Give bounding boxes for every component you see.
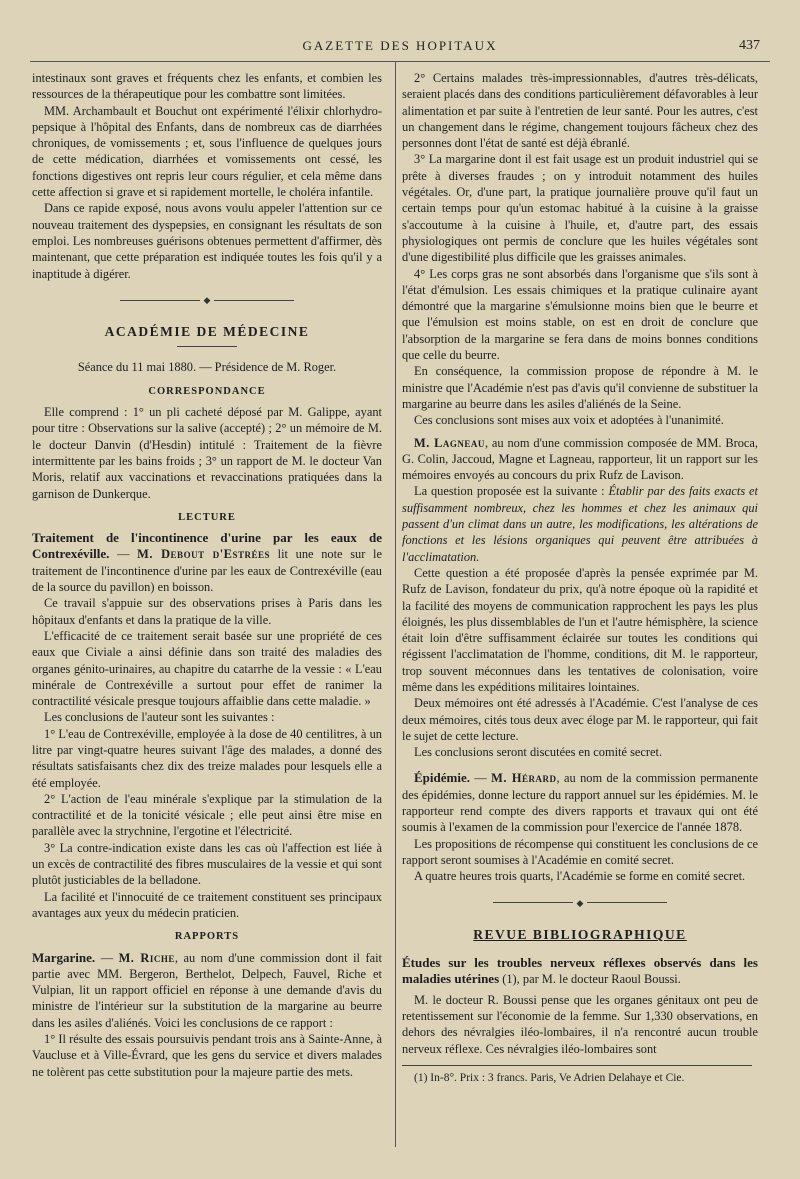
paragraph: 1° Il résulte des essais poursuivis pendant trois ans à Sainte-Anne, à Vaucluse et à Ville-Évrard, que les gens du service et divers malades ne tolèrent pas cette substitution pour la majeure partie des mets. <box>32 1032 382 1079</box>
session-line: Séance du 11 mai 1880. — Présidence de M. Roger. <box>77 360 337 375</box>
article-lead: Traitement de l'incontinence d'urine par les eaux de Contrexéville. — M. Debout d'Estrées lit une note sur le traitement de l'incontinence d'urine par les eaux de Contrexéville (eau de la source du pavillon) en boisson. <box>32 530 382 595</box>
article-author: M. Debout d'Estrées <box>137 547 270 562</box>
footnote: (1) In-8°. Prix : 3 francs. Paris, Ve Adrien Delahaye et Cie. <box>414 1071 685 1084</box>
paragraph: 3° La contre-indication existe dans les cas où l'affection est liée à un excès de contractilité des fibres musculaires de la vessie et qui sont plutôt justiciables de la belladone. <box>32 840 382 888</box>
paragraph: 4° Les corps gras ne sont absorbés dans l'organisme que s'ils sont à l'état d'émulsion. Les essais chimiques et la pratique culinaire ayant démontré que la margarine s'émulsionne moins bien que le beurre et que l'émulsion est moins stable, on est en droit de conclure que l'absorption de la margarine se fera dans de moins bonnes conditions que celle du beurre. <box>402 266 758 363</box>
section-heading-revue: REVUE BIBLIOGRAPHIQUE <box>473 926 687 942</box>
paragraph: intestinaux sont graves et fréquents chez les enfants, et combien les ressources de la thérapeutique pour les combattre sont limitées. <box>32 71 382 102</box>
paragraph: Cette question a été proposée d'après la pensée exprimée par M. Rufz de Lavison, fondateur du prix, qu'à notre époque où la rapidité et la facilité des moyens de communication rapprochent les pays les plus éloignés, les plus dissemblables de l'un et l'autre hémisphère, la science était loin d'être suffisamment éclairée sur toutes les conditions qui régissent l'acclimatation de l'homme, conditions, dit M. le rapporteur, trop souvent méconnues dans les tentatives de colonisation, voire même dans les expéditions militaires lointaines. <box>402 565 758 694</box>
article-title: Traitement de l'incontinence d'urine par les eaux de Contrexéville. <box>32 530 382 562</box>
article-text: , au nom de la commission permanente des épidémies, donne lecture du rapport annuel sur les épidémies. M. le rapporteur rend compte des divers rapports et travaux qui ont été soumis à l'examen de la commission pour l'exercice de l'année 1878. <box>402 771 758 835</box>
paragraph: A quatre heures trois quarts, l'Académie se forme en comité secret. <box>414 869 746 884</box>
article-lead: Margarine. — M. Riche, au nom d'une commission dont il fait partie avec MM. Bergeron, Berthelot, Delpech, Fauvel, Riche et Vulpian, lit un rapport officiel en réponse à une demande d'avis du ministre de l'intérieur sur la substitution de la margarine au beurre dans les asiles d'aliénés. Voici les conclusions de ce rapport : <box>32 949 383 1030</box>
paragraph: Deux mémoires ont été adressés à l'Académie. C'est l'analyse de ces deux mémoires, cités tous deux avec éloge par M. le rapporteur, qui fait le sujet de cette lecture. <box>402 696 758 743</box>
article-lead: Épidémie. — M. Hérard, au nom de la commission permanente des épidémies, donne lecture du rapport annuel sur les épidémies. M. le rapporteur rend compte des divers rapports et travaux qui ont été soumis à l'examen de la commission pour l'exercice de l'année 1878. <box>402 770 758 835</box>
paragraph <box>402 483 758 564</box>
right-column <box>402 70 758 1086</box>
paragraph: Ce travail s'appuie sur des observations prises à Paris dans les hôpitaux d'enfants et dans la pratique de la ville. <box>32 596 382 627</box>
review-book-meta: (1), par M. le docteur Raoul Boussi. <box>499 972 681 987</box>
review-title <box>402 955 758 988</box>
paragraph: Dans ce rapide exposé, nous avons voulu appeler l'attention sur ce nouveau traitement des dyspepsies, en consignant les résultats de son emploi. Les nombreuses guérisons obtenues permettent d'affirmer, dès maintenant, que cette préparation est indiquée toutes les fois qu'il y a inaptitude à digérer. <box>32 201 382 281</box>
question-intro: La question proposée est la suivante : <box>414 484 609 499</box>
article-author: M. Hérard <box>491 771 557 786</box>
paragraph: Elle comprend : 1° un pli cacheté déposé par M. Galippe, ayant pour titre : Observations sur la salive (accepté) ; 2° un mémoire de M. le docteur Danvin (d'Hesdin) intitulé : Traitement de la fièvre intermittente par les bains froids ; 3° un rapport de M. le docteur Van Moris, relatif aux vaccinations et revaccinations pratiquées dans la garnison de Dunkerque. <box>32 405 382 501</box>
paragraph: Ces conclusions sont mises aux voix et adoptées à l'unanimité. <box>414 413 724 428</box>
header-rule <box>30 61 770 62</box>
article-text: , au nom d'une commission composée de MM. Broca, G. Colin, Jaccoud, Magne et Lagneau, rapporteur, lit un rapport sur les mémoires envoyés au concours du prix Rufz de Lavison. <box>402 435 758 483</box>
article-title: Margarine. <box>32 949 96 965</box>
section-heading-academie: ACADÉMIE DE MÉDECINE <box>104 324 310 340</box>
section-ornament: ◆ <box>32 292 382 308</box>
article-lead <box>402 435 758 484</box>
paragraph: Les conclusions de l'auteur sont les suivantes : <box>44 710 275 725</box>
paragraph: En conséquence, la commission propose de répondre à M. le ministre que l'Académie n'est pas d'avis qu'il convienne de substituer la margarine au beurre dans les asiles d'aliénés de la Seine. <box>402 364 758 411</box>
subheading-correspondance: CORRESPONDANCE <box>148 385 266 397</box>
journal-title: GAZETTE DES HOPITAUX <box>302 38 498 53</box>
article-author: M. Lagneau <box>414 435 485 450</box>
paragraph: 1° L'eau de Contrexéville, employée à la dose de 40 centilitres, à un litre par vingt-quatre heures suivant l'âge des malades, a donné des résultats satisfaisants chez dix des treize malades pour lesquels elle a été employée. <box>32 726 382 790</box>
article-author: M. Riche <box>118 950 175 965</box>
short-rule <box>177 346 237 347</box>
section-ornament: ◆ <box>402 895 758 911</box>
column-divider <box>395 62 396 1147</box>
article-text: lit une note sur le traitement de l'incontinence d'urine par les eaux de Contrexéville (eau de la source du pavillon) en boisson. <box>32 547 382 595</box>
paragraph: MM. Archambault et Bouchut ont expérimenté l'élixir chlorhydro-pepsique à l'hôpital des Enfants, dans de nombreux cas de diarrhées chroniques, de vomissements ; et, sous l'influence de quelques jours de cette médication, diarrhées et vomissements ont cessé, les fonctions digestives ont repris leur cours régulier, et cela même dans cette affection si grave et si rapidement mortelle, le choléra infantile. <box>32 103 382 200</box>
paragraph: 3° La margarine dont il est fait usage est un produit industriel qui se prête à diverses fraudes ; on y introduit notamment des huiles végétales. Or, d'une part, la pratique journalière prouve qu'il faut un certain temps pour qu'un estomac habitué à la cuisine à la graisse s'accoutume à la cuisine à l'huile, et, d'autre part, des essais physiologiques ont permis de conclure que les huiles végétales sont d'une digestibilité plus difficile que les graisses animales. <box>402 152 758 265</box>
paragraph: 2° Certains malades très-impressionnables, d'autres très-délicats, seraient placés dans des conditions particulièrement défavorables à leur alimentation et par suite à l'entretien de leur santé. Pour les autres, c'est un changement dans le régime, changement toujours fâcheux chez des personnes dont l'état de santé est déjà ébranlé. <box>402 71 758 151</box>
paragraph: La facilité et l'innocuité de ce traitement constituent ses principaux avantages aux yeux du médecin praticien. <box>32 889 382 920</box>
paragraph: M. le docteur R. Boussi pense que les organes génitaux ont peu de retentissement sur l'économie de la femme. Sur 1,330 observations, en dehors des névralgies iléo-lombaires, il n'a rencontré aucun trouble nerveux réflexe. Ces névralgies iléo-lombaires sont <box>402 992 758 1056</box>
article-text: , au nom d'une commission dont il fait partie avec MM. Bergeron, Berthelot, Delpech, Fauvel, Riche et Vulpian, lit un rapport officiel en réponse à une demande d'avis du ministre de l'intérieur sur la substitution de la margarine au beurre dans les asiles d'aliénés. Voici les conclusions de ce rapport : <box>32 950 383 1030</box>
subheading-rapports: RAPPORTS <box>174 931 240 943</box>
page-number: 437 <box>739 38 760 53</box>
paragraph: Les conclusions seront discutées en comité secret. <box>414 745 663 760</box>
paragraph: Les propositions de récompense qui constituent les conclusions de ce rapport seront soumises à l'Académie en comité secret. <box>402 836 758 867</box>
article-title: Épidémie. <box>414 770 470 786</box>
subheading-lecture: LECTURE <box>178 511 236 523</box>
review-book-title: Études sur les troubles nerveux réflexes observés dans les maladies utérines <box>402 955 758 987</box>
paragraph: L'efficacité de ce traitement serait basée sur une propriété de ces eaux que Civiale a ainsi définie dans son traité des maladies des organes génito-urinaires, au chapitre du catarrhe de la vessie : « L'eau minérale de Contrexéville a surtout pour effet de ranimer la contractilité vésicale presque toujours affaiblie dans cette maladie. » <box>32 628 382 709</box>
footnote-rule <box>402 1065 752 1066</box>
page-header <box>30 38 770 58</box>
paragraph: 2° L'action de l'eau minérale s'explique par la stimulation de la contractilité et de la tonicité vésicale ; elle peut ainsi être mise en parallèle avec la strychnine, l'ergotine et l'électricité. <box>32 791 382 839</box>
question-text: Établir par des faits exacts et suffisamment nombreux, chez les hommes et chez les animaux qui passent d'un climat dans un autre, les modifications, les altérations de fonctions et les lésions organiques qui peuvent être attribuées à l'acclimatation. <box>402 484 758 564</box>
left-column <box>32 70 382 1080</box>
